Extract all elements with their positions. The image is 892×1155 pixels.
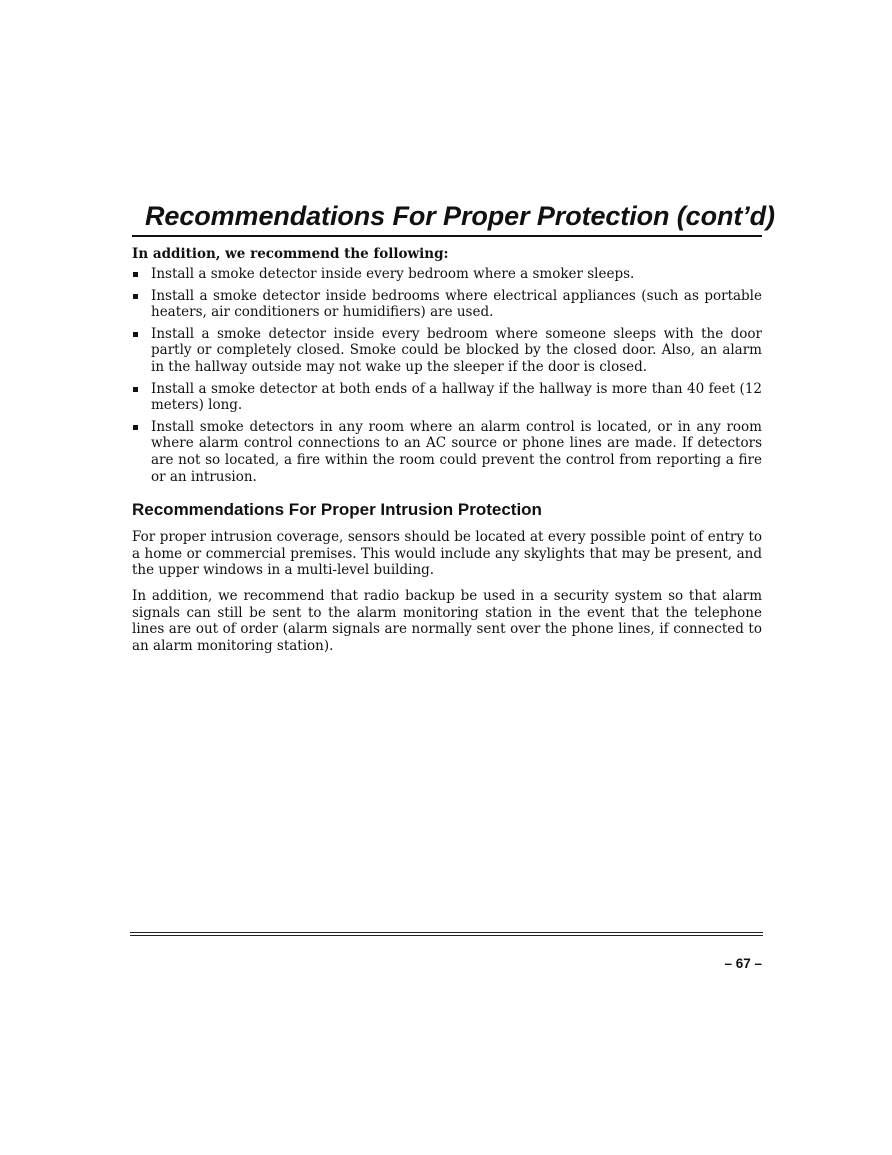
list-item	[132, 419, 762, 485]
list-item-text: Install smoke detectors in any room where an alarm control is located, or in any room where alarm control connections to an AC source or phone lines are made. If detectors are not so located, a fire within the room could prevent the control from reporting a fire or an intrusion.	[151, 418, 762, 485]
list-item	[132, 326, 762, 376]
section-heading: Recommendations For Proper Intrusion Protection	[132, 500, 542, 519]
list-item	[132, 288, 762, 321]
bullet-square-icon	[133, 294, 138, 299]
bullet-square-icon	[133, 272, 138, 277]
bullet-square-icon	[133, 425, 138, 430]
paragraph-intrusion-coverage: For proper intrusion coverage, sensors should be located at every possible point of entry to a home or commercial premises. This would include any skylights that may be present, and the upper windows in a multi-level building.	[132, 529, 762, 579]
title-underline	[132, 235, 762, 237]
list-item-text: Install a smoke detector inside bedrooms where electrical appliances (such as portable heaters, air conditioners or humidifiers) are used.	[151, 287, 762, 321]
footer-divider	[130, 932, 763, 936]
bullet-square-icon	[133, 387, 138, 392]
list-item-text: Install a smoke detector at both ends of a hallway if the hallway is more than 40 feet (12 meters) long.	[151, 380, 762, 414]
page-number: – 67 –	[724, 956, 762, 971]
list-item-text: Install a smoke detector inside every bedroom where a smoker sleeps.	[151, 266, 635, 282]
document-page	[132, 0, 775, 1155]
intro-text: In addition, we recommend the following:	[132, 246, 449, 262]
paragraph-radio-backup: In addition, we recommend that radio backup be used in a security system so that alarm signals can still be sent to the alarm monitoring station in the event that the telephone lines are out of order (alarm signals are normally sent over the phone lines, if connected to an alarm monitoring station).	[132, 588, 762, 654]
recommendation-list	[132, 266, 762, 490]
list-item	[132, 381, 762, 414]
bullet-square-icon	[133, 332, 138, 337]
page-title: Recommendations For Proper Protection (cont’d)	[145, 201, 775, 231]
list-item-text: Install a smoke detector inside every bedroom where someone sleeps with the door partly or completely closed. Smoke could be blocked by the closed door. Also, an alarm in the hallway outside may not wake up the sleeper if the door is closed.	[151, 325, 762, 375]
list-item	[132, 266, 762, 283]
